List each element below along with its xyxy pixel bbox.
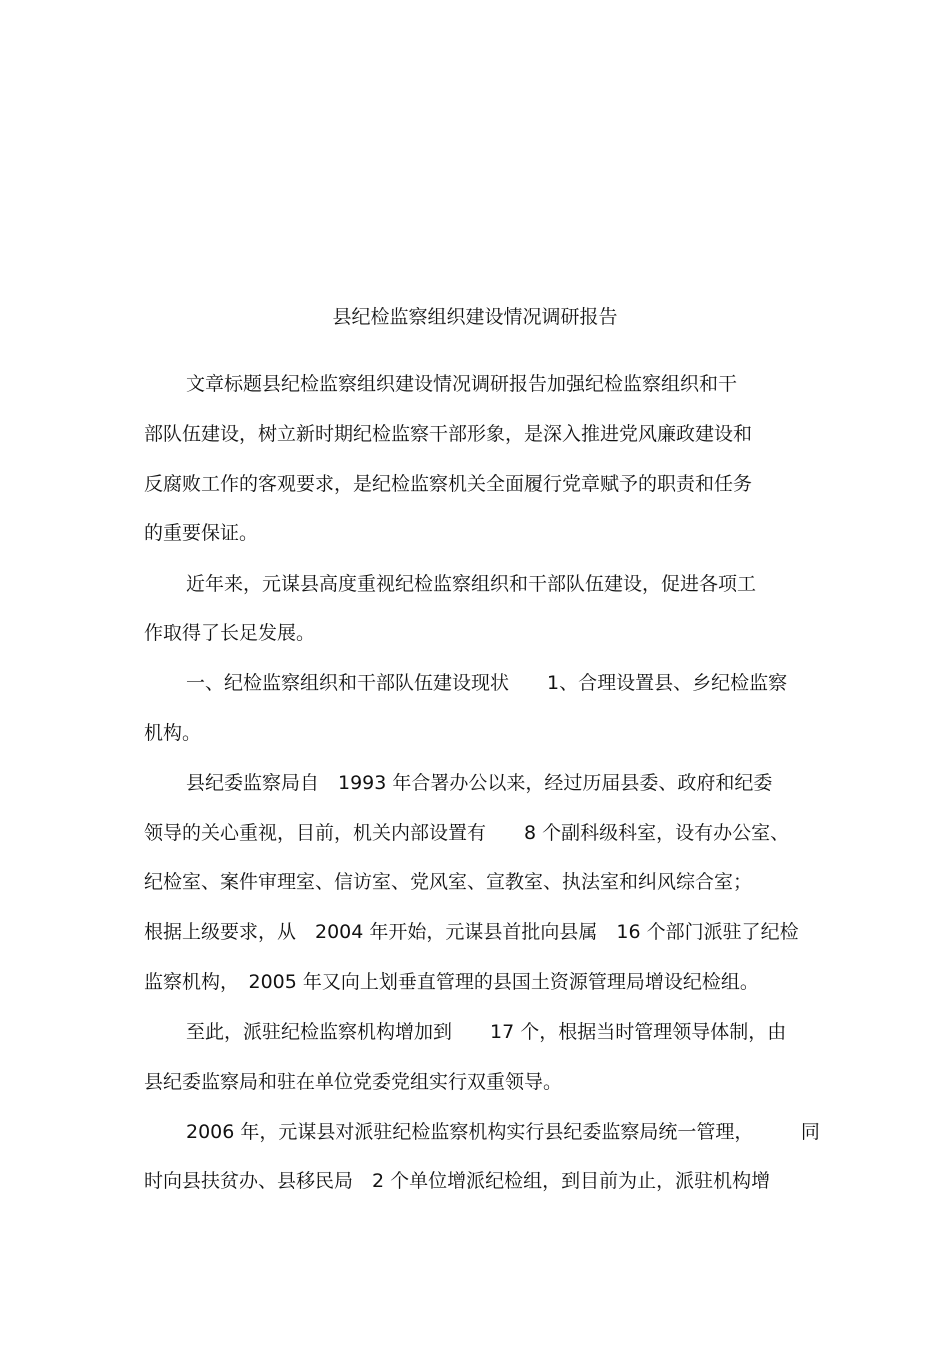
body-line: 部队伍建设，树立新时期纪检监察干部形象，是深入推进党风廉政建设和: [144, 423, 753, 445]
body-line: 近年来，元谋县高度重视纪检监察组织和干部队伍建设，促进各项工: [186, 573, 757, 595]
document-title: 县纪检监察组织建设情况调研报告: [332, 306, 618, 328]
body-line: 监察机构， 2005 年又向上划垂直管理的县国土资源管理局增设纪检组。: [144, 971, 759, 993]
body-line: 2006 年，元谋县对派驻纪检监察机构实行县纪委监察局统一管理， 同: [186, 1121, 820, 1143]
body-line: 时向县扶贫办、县移民局 2 个单位增派纪检组，到目前为止，派驻机构增: [144, 1170, 771, 1192]
body-line: 领导的关心重视，目前，机关内部设置有 8 个副科级科室，设有办公室、: [144, 822, 790, 844]
body-line: 作取得了长足发展。: [144, 622, 316, 644]
body-line: 县纪委监察局自 1993 年合署办公以来，经过历届县委、政府和纪委: [186, 772, 773, 794]
body-line: 反腐败工作的客观要求，是纪检监察机关全面履行党章赋予的职责和任务: [144, 473, 753, 495]
body-line: 纪检室、案件审理室、信访室、党风室、宣教室、执法室和纠风综合室；: [144, 871, 753, 893]
body-line: 县纪委监察局和驻在单位党委党组实行双重领导。: [144, 1071, 563, 1093]
body-line: 的重要保证。: [144, 522, 259, 544]
body-line: 机构。: [144, 722, 202, 744]
body-line: 根据上级要求，从 2004 年开始，元谋县首批向县属 16 个部门派驻了纪检: [144, 921, 799, 943]
body-line: 文章标题县纪检监察组织建设情况调研报告加强纪检监察组织和干: [186, 373, 738, 395]
section-heading-line: 一、纪检监察组织和干部队伍建设现状 1、合理设置县、乡纪检监察: [186, 672, 788, 694]
body-line: 至此，派驻纪检监察机构增加到 17 个，根据当时管理领导体制，由: [186, 1021, 787, 1043]
